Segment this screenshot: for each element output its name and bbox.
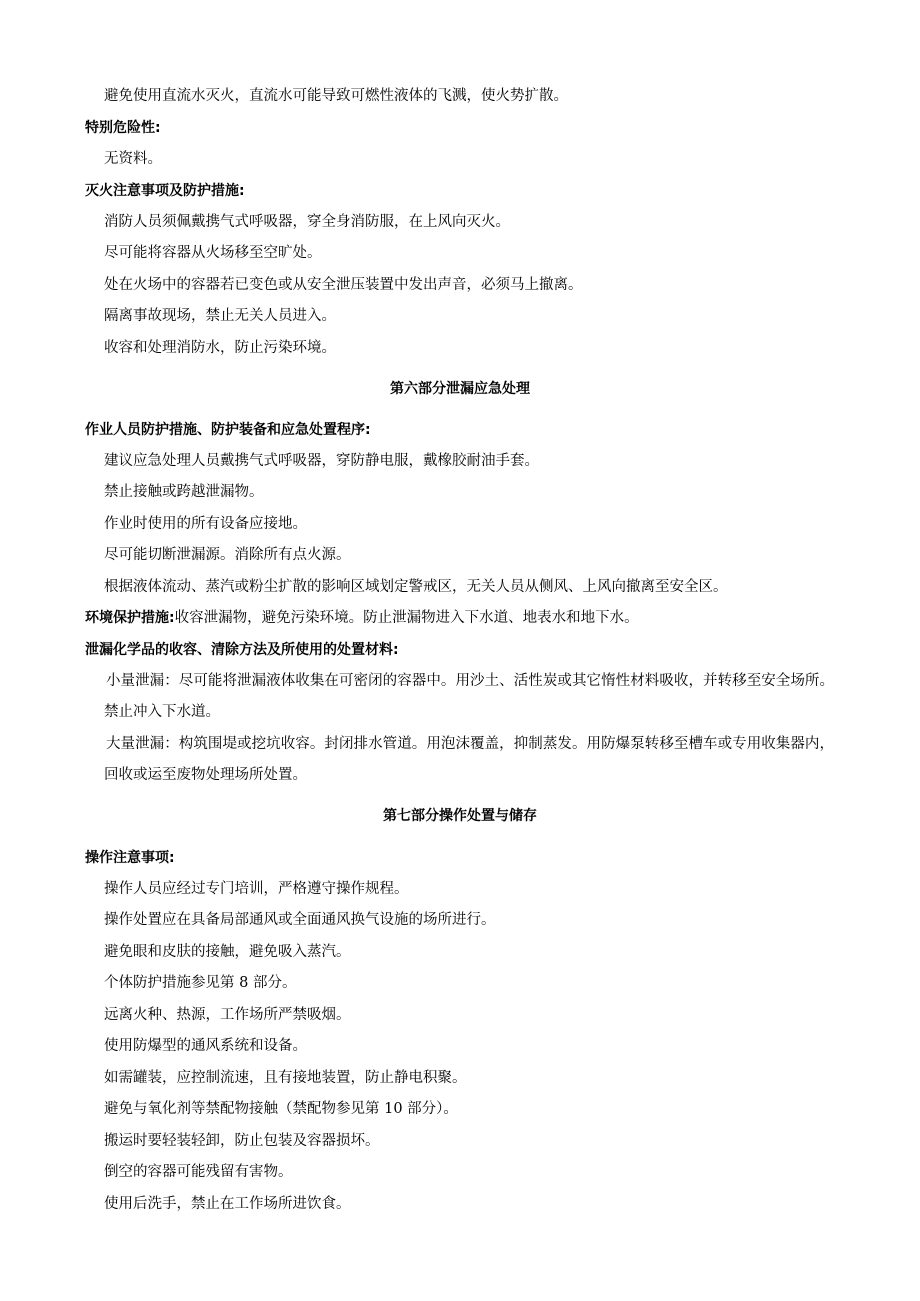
handling-item: 个体防护措施参见第 8 部分。 [104, 975, 297, 991]
env-protection-text: 收容泄漏物，避免污染环境。防止泄漏物进入下水道、地表水和地下水。 [174, 610, 639, 626]
special-hazard-label: 特别危险性: [85, 120, 161, 136]
special-hazard-text: 无资料。 [104, 151, 162, 167]
handling-item: 搬运时要轻装轻卸，防止包装及容器损坏。 [104, 1133, 380, 1149]
firefighting-item: 处在火场中的容器若已变色或从安全泄压装置中发出声音，必须马上撤离。 [104, 277, 583, 293]
firefighting-item: 收容和处理消防水，防止污染环境。 [104, 340, 336, 356]
handling-item: 远离火种、热源，工作场所严禁吸烟。 [104, 1007, 351, 1023]
handling-item: 使用防爆型的通风系统和设备。 [104, 1038, 307, 1054]
env-protection-line [85, 608, 639, 628]
personnel-item: 建议应急处理人员戴携气式呼吸器，穿防静电服，戴橡胶耐油手套。 [104, 453, 539, 469]
part6-heading: 第六部分泄漏应急处理 [390, 381, 530, 397]
handling-item: 如需罐装，应控制流速，且有接地装置，防止静电积聚。 [104, 1070, 467, 1086]
handling-item: 使用后洗手，禁止在工作场所进饮食。 [104, 1196, 351, 1212]
handling-item: 操作人员应经过专门培训，严格遵守操作规程。 [104, 881, 409, 897]
personnel-item: 禁止接触或跨越泄漏物。 [104, 484, 264, 500]
handling-label: 操作注意事项: [85, 850, 175, 866]
handling-item: 操作处置应在具备局部通风或全面通风换气设施的场所进行。 [104, 912, 496, 928]
fire-note: 避免使用直流水灭火，直流水可能导致可燃性液体的飞溅，使火势扩散。 [104, 88, 568, 104]
large-spill-paragraph: 大量泄漏：构筑围堤或挖坑收容。封闭排水管道。用泡沫覆盖，抑制蒸发。用防爆泵转移至槽车或专用收集器内，回收或运至废物处理场所处置。 [104, 736, 834, 783]
env-protection-label: 环境保护措施: [85, 610, 175, 626]
personnel-item: 尽可能切断泄漏源。消除所有点火源。 [104, 547, 351, 563]
personnel-item: 根据液体流动、蒸汽或粉尘扩散的影响区域划定警戒区，无关人员从侧风、上风向撤离至安全区。 [104, 579, 728, 595]
handling-item: 避免眼和皮肤的接触，避免吸入蒸汽。 [104, 944, 351, 960]
part7-heading: 第七部分操作处置与储存 [383, 808, 537, 824]
small-spill-paragraph: 小量泄漏：尽可能将泄漏液体收集在可密闭的容器中。用沙土、活性炭或其它惰性材料吸收，并转移至安全场所。禁止冲入下水道。 [104, 673, 834, 720]
personnel-label: 作业人员防护措施、防护装备和应急处置程序: [85, 422, 371, 438]
firefighting-label: 灭火注意事项及防护措施: [85, 183, 245, 199]
handling-item: 避免与氧化剂等禁配物接触（禁配物参见第 10 部分）。 [104, 1101, 458, 1117]
firefighting-item: 消防人员须佩戴携气式呼吸器，穿全身消防服，在上风向灭火。 [104, 214, 510, 230]
personnel-item: 作业时使用的所有设备应接地。 [104, 516, 307, 532]
handling-item: 倒空的容器可能残留有害物。 [104, 1164, 293, 1180]
cleanup-label: 泄漏化学品的收容、清除方法及所使用的处置材料: [85, 642, 399, 658]
firefighting-item: 隔离事故现场，禁止无关人员进入。 [104, 308, 336, 324]
firefighting-item: 尽可能将容器从火场移至空旷处。 [104, 245, 322, 261]
